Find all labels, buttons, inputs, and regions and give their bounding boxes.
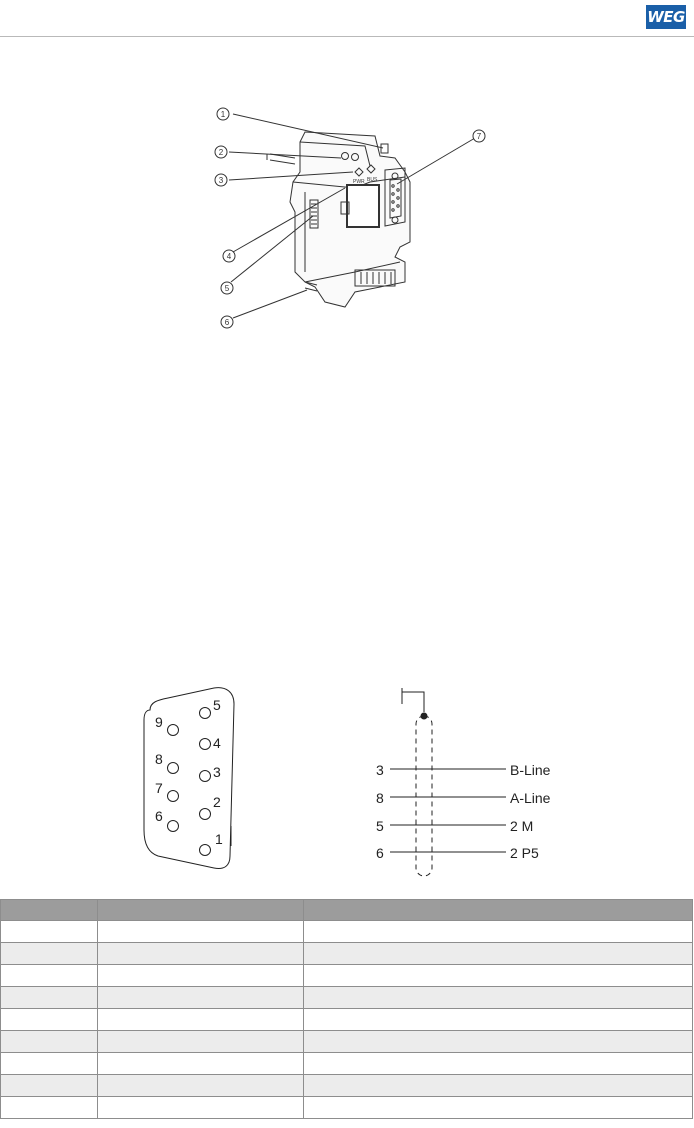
callout-6 [221,316,233,328]
table-cell [304,987,693,1009]
table-cell [1,1097,98,1119]
cable-signal-b-line: B-Line [510,762,551,778]
svg-text:5: 5 [224,284,230,293]
db9-pinout-diagram [130,680,250,890]
pin-5-label: 5 [213,697,221,713]
callout-4 [223,250,235,262]
weg-logo: WEG [646,5,686,29]
callout-2 [215,146,227,158]
svg-text:1: 1 [220,110,226,119]
table-cell [1,1031,98,1053]
bus-label: BUS [367,177,378,183]
pin-4-label: 4 [213,735,221,751]
table-row [1,965,693,987]
cable-pin-8: 8 [376,790,384,806]
cable-signal-2m: 2 M [510,818,534,834]
table-cell [98,1075,304,1097]
table-row [1,987,693,1009]
svg-text:6: 6 [224,318,230,327]
table-row [1,943,693,965]
pin-8-label: 8 [155,751,163,767]
header-divider [0,36,694,37]
table-cell [1,1075,98,1097]
table-row [1,1053,693,1075]
callout-5 [221,282,233,294]
table-cell [304,965,693,987]
table-cell [304,943,693,965]
callout-3 [215,174,227,186]
pwr-label: PWR [353,179,365,185]
table-cell [98,921,304,943]
table-cell [98,987,304,1009]
table-cell [98,1031,304,1053]
table-cell [304,1031,693,1053]
table-cell [1,987,98,1009]
table-row [1,1031,693,1053]
table-cell [1,965,98,987]
cable-wiring-diagram [360,680,590,890]
table-cell [304,921,693,943]
svg-text:3: 3 [218,176,224,185]
table-cell [98,1097,304,1119]
table-cell [1,1009,98,1031]
svg-text:2: 2 [218,148,224,157]
table-row [1,921,693,943]
table-header-row [1,900,693,921]
pin-assignment-table [0,899,693,1119]
table-cell [98,965,304,987]
table-cell [98,943,304,965]
device-illustration [205,110,505,352]
table-header-cell [304,900,693,921]
cable-signal-a-line: A-Line [510,790,551,806]
pin-2-label: 2 [213,794,221,810]
pin-3-label: 3 [213,764,221,780]
table-cell [304,1097,693,1119]
table-cell [1,943,98,965]
callout-1 [217,108,229,120]
table-cell [1,921,98,943]
table-cell [304,1053,693,1075]
cable-pin-3: 3 [376,762,384,778]
table-header-cell [98,900,304,921]
table-row [1,1097,693,1119]
cable-signal-2p5: 2 P5 [510,845,539,861]
callout-7 [473,130,485,142]
table-header-cell [1,900,98,921]
svg-text:4: 4 [226,252,232,261]
table-cell [98,1009,304,1031]
pin-9-label: 9 [155,714,163,730]
table-row [1,1009,693,1031]
svg-text:7: 7 [476,132,482,141]
pin-1-label: 1 [215,831,223,847]
pin-7-label: 7 [155,780,163,796]
table-cell [1,1053,98,1075]
pin-6-label: 6 [155,808,163,824]
cable-pin-5: 5 [376,818,384,834]
table-cell [304,1075,693,1097]
table-cell [304,1009,693,1031]
table-row [1,1075,693,1097]
table-cell [98,1053,304,1075]
cable-pin-6: 6 [376,845,384,861]
